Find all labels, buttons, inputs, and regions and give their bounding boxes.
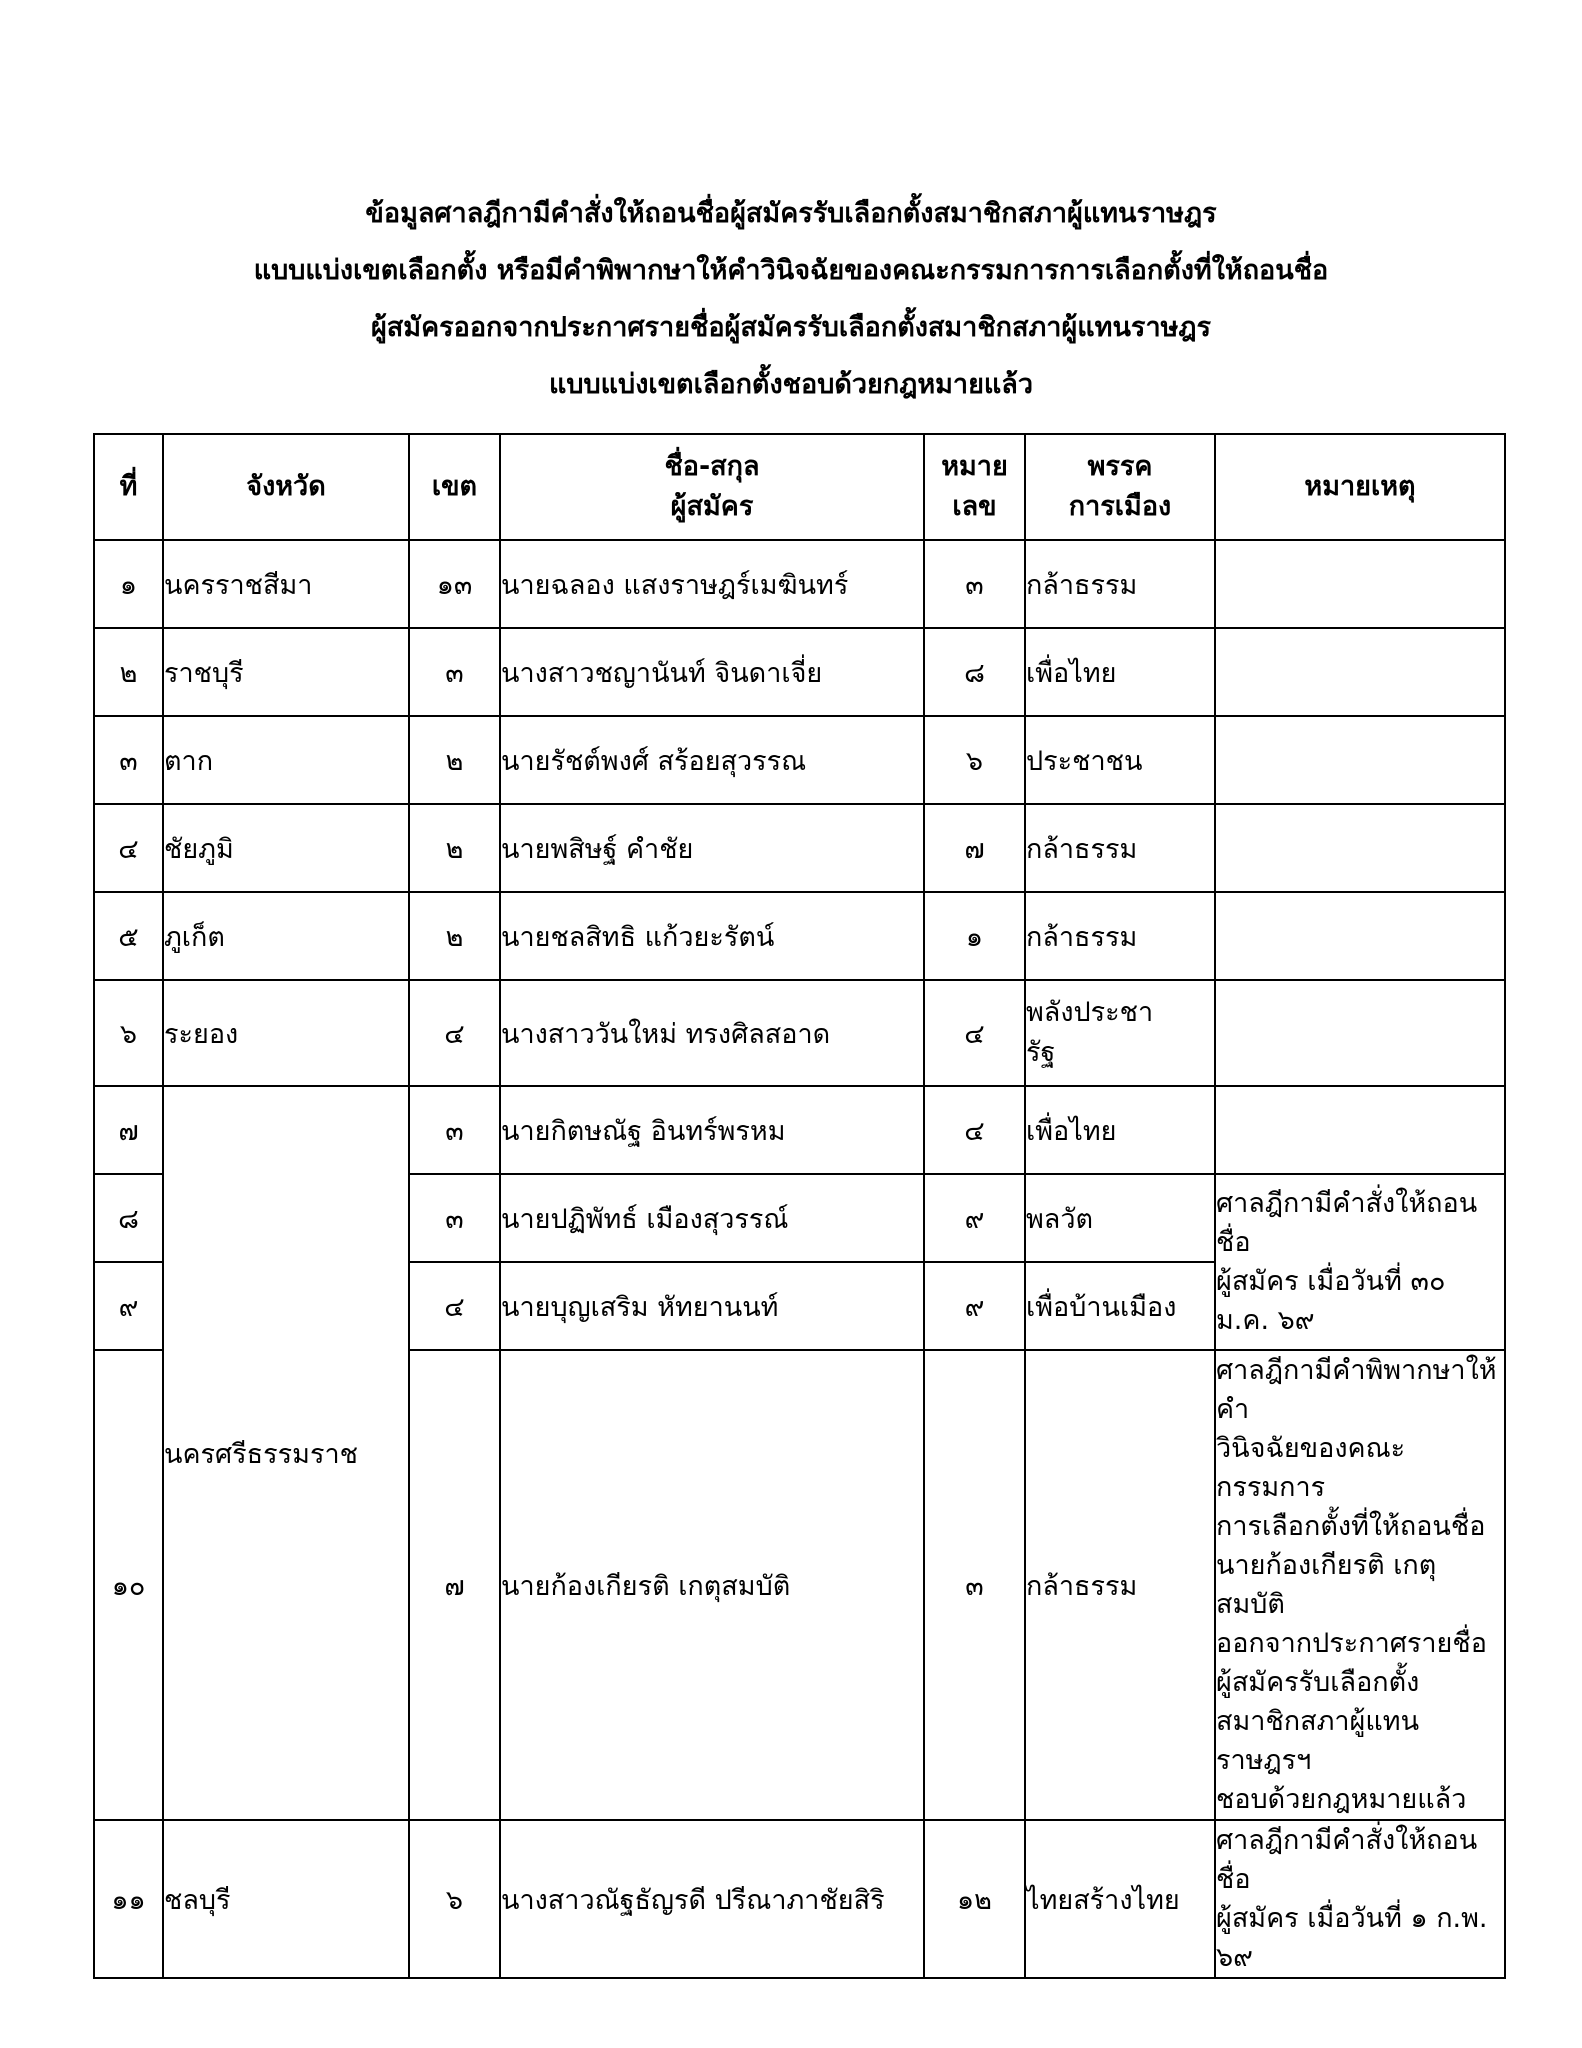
remark-line: ศาลฎีกามีคำสั่งให้ถอนชื่อ xyxy=(1216,1825,1478,1895)
table-row xyxy=(94,892,1505,980)
cell-name: นายปฏิพัทธ์ เมืองสุวรรณ์ xyxy=(500,1174,924,1262)
table-row xyxy=(94,804,1505,892)
cell-party: เพื่อไทย xyxy=(1025,628,1215,716)
header-number-line2: เลข xyxy=(952,491,997,522)
header-remark: หมายเหตุ xyxy=(1215,434,1505,540)
table-row xyxy=(94,1820,1505,1978)
cell-name: นายฉลอง แสงราษฎร์เมฆินทร์ xyxy=(500,540,924,628)
cell-party: เพื่อไทย xyxy=(1025,1086,1215,1174)
remark-line: ผู้สมัคร เมื่อวันที่ ๓๐ ม.ค. ๖๙ xyxy=(1216,1266,1446,1336)
cell-remark xyxy=(1215,628,1505,716)
cell-party: ประชาชน xyxy=(1025,716,1215,804)
header-no: ที่ xyxy=(94,434,163,540)
cell-number: ๑๒ xyxy=(924,1820,1025,1978)
cell-district: ๖ xyxy=(409,1820,500,1978)
cell-district: ๗ xyxy=(409,1350,500,1820)
cell-party: เพื่อบ้านเมือง xyxy=(1025,1262,1215,1350)
title-line-3: ผู้สมัครออกจากประกาศรายชื่อผู้สมัครรับเลือกตั้งสมาชิกสภาผู้แทนราษฎร xyxy=(370,312,1212,343)
cell-party: กล้าธรรม xyxy=(1025,804,1215,892)
cell-province: ตาก xyxy=(163,716,409,804)
cell-district: ๑๓ xyxy=(409,540,500,628)
cell-number: ๔ xyxy=(924,1086,1025,1174)
table-row xyxy=(94,540,1505,628)
cell-district: ๒ xyxy=(409,892,500,980)
cell-party-line1: พลังประชา xyxy=(1026,997,1154,1028)
header-party-line2: การเมือง xyxy=(1068,491,1172,522)
cell-district: ๒ xyxy=(409,804,500,892)
cell-province: ภูเก็ต xyxy=(163,892,409,980)
cell-no: ๖ xyxy=(94,980,163,1086)
cell-number: ๙ xyxy=(924,1262,1025,1350)
cell-province: ชัยภูมิ xyxy=(163,804,409,892)
cell-no: ๒ xyxy=(94,628,163,716)
cell-district: ๔ xyxy=(409,1262,500,1350)
cell-remark-withdraw-1feb xyxy=(1215,1820,1505,1978)
cell-name: นายชลสิทธิ แก้วยะรัตน์ xyxy=(500,892,924,980)
title-line-2: แบบแบ่งเขตเลือกตั้ง หรือมีคำพิพากษาให้คำวินิจฉัยของคณะกรรมการการเลือกตั้งที่ให้ถอนชื่อ xyxy=(253,255,1329,286)
cell-party: กล้าธรรม xyxy=(1025,1350,1215,1820)
remark-line: วินิจฉัยของคณะกรรมการ xyxy=(1216,1433,1406,1503)
header-number xyxy=(924,434,1025,540)
header-name-line1: ชื่อ-สกุล xyxy=(664,451,760,482)
title-line-1: ข้อมูลศาลฎีกามีคำสั่งให้ถอนชื่อผู้สมัครรับเลือกตั้งสมาชิกสภาผู้แทนราษฎร xyxy=(365,198,1217,229)
cell-remark xyxy=(1215,716,1505,804)
cell-name: นายบุญเสริม หัทยานนท์ xyxy=(500,1262,924,1350)
cell-remark-judgment xyxy=(1215,1350,1505,1820)
cell-province-merged: นครศรีธรรมราช xyxy=(163,1086,409,1820)
table-row xyxy=(94,1086,1505,1174)
cell-no: ๓ xyxy=(94,716,163,804)
header-name xyxy=(500,434,924,540)
cell-district: ๓ xyxy=(409,1086,500,1174)
remark-line: ผู้สมัคร เมื่อวันที่ ๑ ก.พ. ๖๙ xyxy=(1216,1903,1488,1973)
cell-name: นางสาวณัฐธัญรดี ปรีณาภาชัยสิริ xyxy=(500,1820,924,1978)
cell-name: นายรัชต์พงศ์ สร้อยสุวรรณ xyxy=(500,716,924,804)
remark-line: นายก้องเกียรติ เกตุสมบัติ xyxy=(1216,1550,1437,1620)
cell-district: ๔ xyxy=(409,980,500,1086)
cell-number: ๓ xyxy=(924,1350,1025,1820)
cell-remark xyxy=(1215,892,1505,980)
cell-number: ๔ xyxy=(924,980,1025,1086)
cell-district: ๓ xyxy=(409,1174,500,1262)
header-district: เขต xyxy=(409,434,500,540)
header-party xyxy=(1025,434,1215,540)
cell-no: ๕ xyxy=(94,892,163,980)
cell-party: ไทยสร้างไทย xyxy=(1025,1820,1215,1978)
cell-district: ๒ xyxy=(409,716,500,804)
cell-name: นางสาวชญานันท์ จินดาเจี่ย xyxy=(500,628,924,716)
table-header-row xyxy=(94,434,1505,540)
remark-line: ชอบด้วยกฎหมายแล้ว xyxy=(1216,1784,1467,1815)
table-row xyxy=(94,716,1505,804)
cell-name: นายพสิษฐ์ คำชัย xyxy=(500,804,924,892)
remark-line: ออกจากประกาศรายชื่อ xyxy=(1216,1628,1487,1659)
remark-line: ศาลฎีกามีคำพิพากษาให้คำ xyxy=(1216,1355,1497,1425)
cell-party: กล้าธรรม xyxy=(1025,892,1215,980)
table-row xyxy=(94,628,1505,716)
cell-remark xyxy=(1215,804,1505,892)
cell-province: ชลบุรี xyxy=(163,1820,409,1978)
cell-remark xyxy=(1215,1086,1505,1174)
cell-no: ๘ xyxy=(94,1174,163,1262)
remark-line: ศาลฎีกามีคำสั่งให้ถอนชื่อ xyxy=(1216,1188,1478,1258)
remark-line: การเลือกตั้งที่ให้ถอนชื่อ xyxy=(1216,1511,1486,1542)
cell-no: ๗ xyxy=(94,1086,163,1174)
remark-line: สมาชิกสภาผู้แทนราษฎรฯ xyxy=(1216,1706,1420,1776)
cell-party xyxy=(1025,980,1215,1086)
candidates-table xyxy=(93,433,1506,1979)
header-party-line1: พรรค xyxy=(1087,451,1153,482)
remark-line: ผู้สมัครรับเลือกตั้ง xyxy=(1216,1667,1420,1698)
cell-province: นครราชสีมา xyxy=(163,540,409,628)
header-province: จังหวัด xyxy=(163,434,409,540)
cell-no: ๑ xyxy=(94,540,163,628)
document-title xyxy=(0,185,1582,413)
cell-number: ๑ xyxy=(924,892,1025,980)
cell-district: ๓ xyxy=(409,628,500,716)
cell-remark-withdraw-30jan xyxy=(1215,1174,1505,1350)
cell-number: ๓ xyxy=(924,540,1025,628)
cell-number: ๙ xyxy=(924,1174,1025,1262)
table-row xyxy=(94,980,1505,1086)
cell-number: ๘ xyxy=(924,628,1025,716)
cell-number: ๖ xyxy=(924,716,1025,804)
cell-remark xyxy=(1215,540,1505,628)
cell-party: กล้าธรรม xyxy=(1025,540,1215,628)
cell-no: ๙ xyxy=(94,1262,163,1350)
cell-name: นางสาววันใหม่ ทรงศิลสอาด xyxy=(500,980,924,1086)
title-line-4: แบบแบ่งเขตเลือกตั้งชอบด้วยกฎหมายแล้ว xyxy=(548,369,1034,400)
cell-no: ๑๐ xyxy=(94,1350,163,1820)
cell-no: ๑๑ xyxy=(94,1820,163,1978)
cell-number: ๗ xyxy=(924,804,1025,892)
cell-province: ราชบุรี xyxy=(163,628,409,716)
cell-remark xyxy=(1215,980,1505,1086)
cell-no: ๔ xyxy=(94,804,163,892)
header-name-line2: ผู้สมัคร xyxy=(670,491,754,522)
cell-name: นายก้องเกียรติ เกตุสมบัติ xyxy=(500,1350,924,1820)
cell-party: พลวัต xyxy=(1025,1174,1215,1262)
cell-province: ระยอง xyxy=(163,980,409,1086)
header-number-line1: หมาย xyxy=(941,451,1008,482)
cell-name: นายกิตษณัฐ อินทร์พรหม xyxy=(500,1086,924,1174)
cell-party-line2: รัฐ xyxy=(1026,1037,1056,1068)
